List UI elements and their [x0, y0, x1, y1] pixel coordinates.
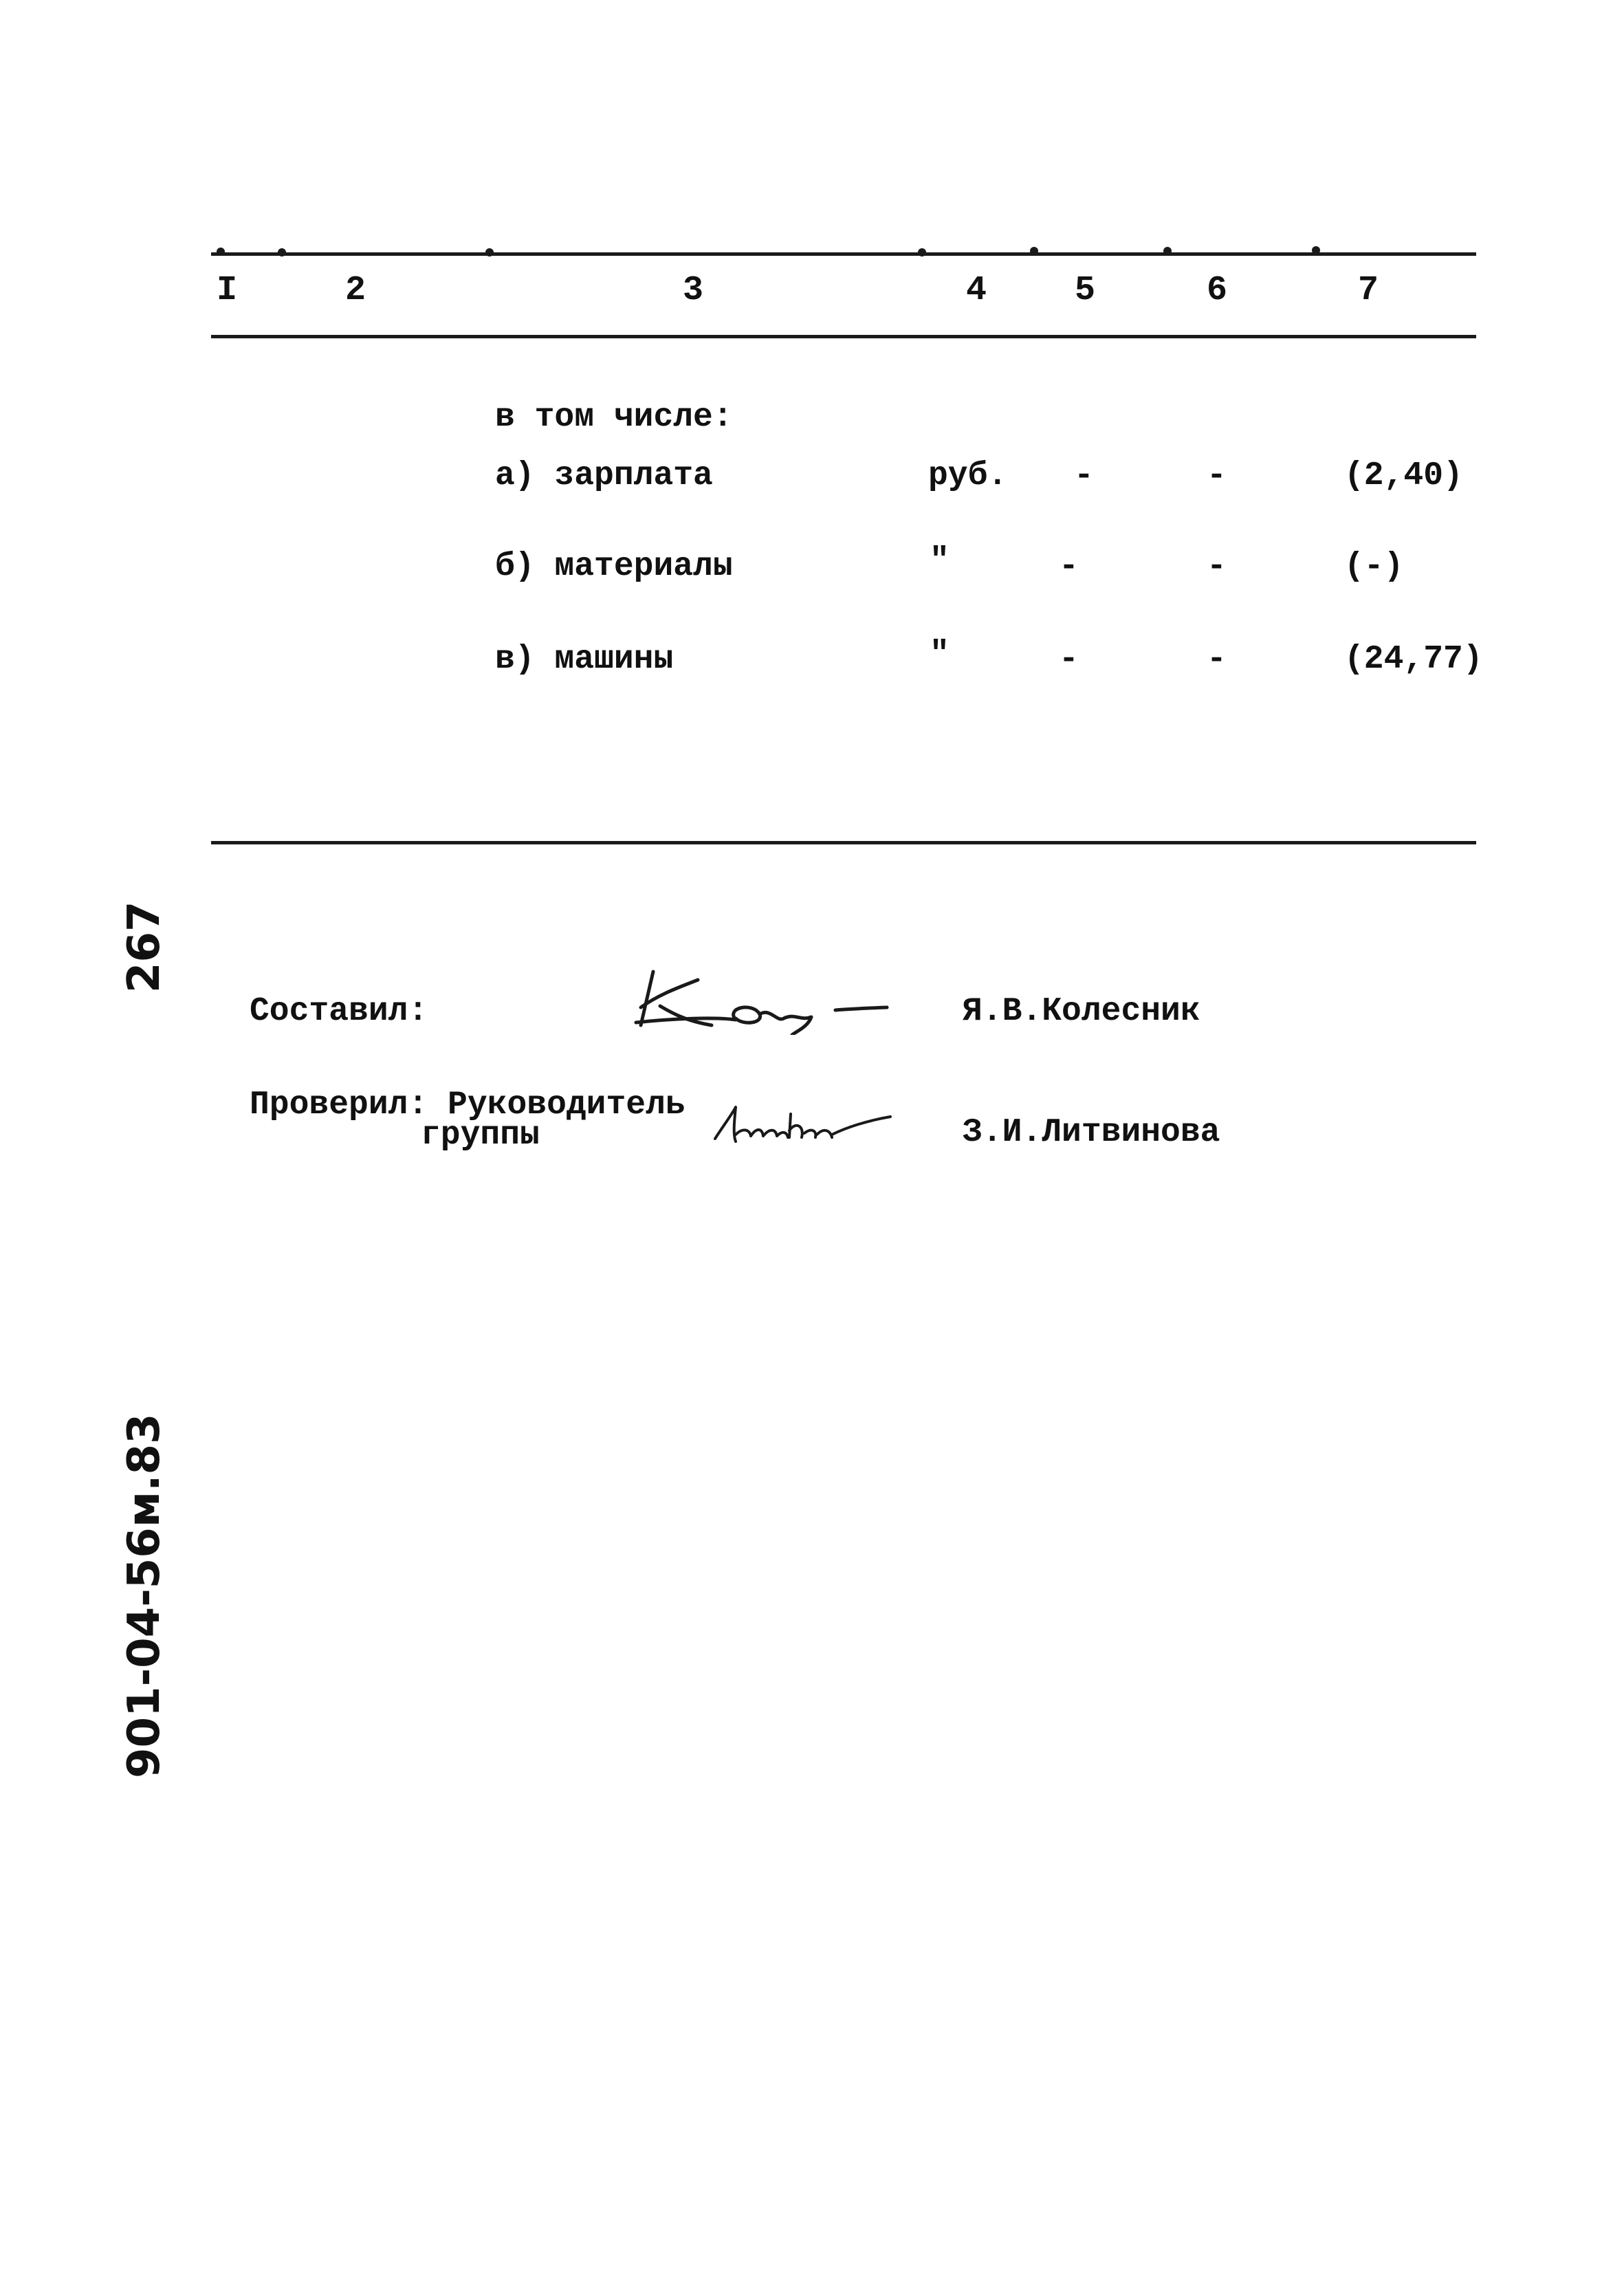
- checked-label: Проверил: Руководитель: [250, 1086, 685, 1124]
- column-tick: [918, 248, 926, 256]
- row-col5: -: [1059, 641, 1079, 678]
- row-col6: -: [1207, 548, 1227, 585]
- table-top-rule: [211, 252, 1476, 256]
- column-tick: [1030, 247, 1038, 255]
- row-unit: ": [930, 543, 950, 580]
- column-header-1: I: [217, 271, 238, 310]
- compiled-label: Составил:: [250, 993, 428, 1030]
- compiled-name: Я.В.Колесник: [963, 993, 1200, 1030]
- table-header-rule: [211, 335, 1476, 338]
- column-tick: [1163, 247, 1172, 255]
- row-col6: -: [1207, 457, 1227, 494]
- column-tick: [485, 248, 494, 256]
- row-col5: -: [1074, 457, 1094, 494]
- column-header-6: 6: [1207, 271, 1228, 310]
- row-col5: -: [1059, 548, 1079, 585]
- document-code: 901-04-56м.83: [119, 1413, 170, 1778]
- row-item: б) материалы: [495, 548, 733, 585]
- section-label: в том числе:: [495, 399, 733, 436]
- checked-label-line2: группы: [421, 1117, 540, 1154]
- column-header-4: 4: [966, 271, 987, 310]
- row-col6: -: [1207, 641, 1227, 678]
- checker-signature: [708, 1100, 901, 1148]
- column-header-7: 7: [1358, 271, 1379, 310]
- row-col7: (-): [1344, 548, 1404, 585]
- column-tick: [217, 248, 225, 256]
- column-header-3: 3: [683, 271, 704, 310]
- row-col7: (24,77): [1344, 641, 1483, 678]
- column-tick: [1312, 246, 1320, 254]
- table-bottom-rule: [211, 841, 1476, 844]
- page-number: 267: [119, 901, 170, 993]
- column-tick: [278, 248, 286, 256]
- row-unit: ": [930, 636, 950, 673]
- checked-name: З.И.Литвинова: [963, 1114, 1220, 1151]
- row-col7: (2,40): [1344, 457, 1463, 494]
- column-header-5: 5: [1075, 271, 1096, 310]
- row-item: а) зарплата: [495, 457, 713, 494]
- row-unit: руб.: [928, 457, 1008, 494]
- compiler-signature: [633, 959, 894, 1035]
- row-item: в) машины: [495, 641, 674, 678]
- column-header-2: 2: [345, 271, 366, 310]
